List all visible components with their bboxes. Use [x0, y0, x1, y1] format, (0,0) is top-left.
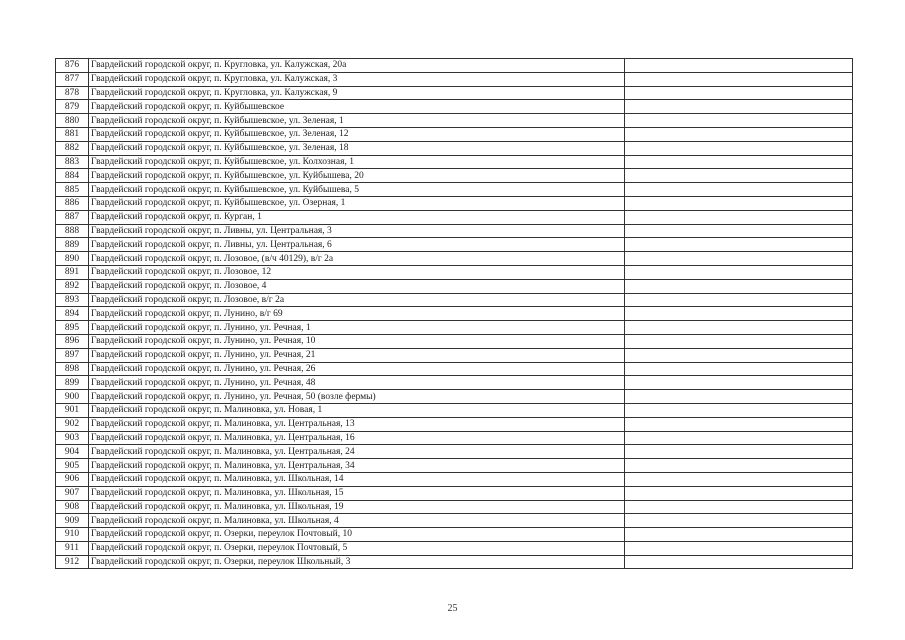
row-number-cell: 879 [56, 100, 89, 114]
row-number-cell: 896 [56, 334, 89, 348]
table-row [56, 459, 853, 473]
empty-cell [625, 210, 853, 224]
row-number-cell: 905 [56, 459, 89, 473]
table-row [56, 403, 853, 417]
address-cell: Гвардейский городской округ, п. Ливны, ул. Центральная, 3 [89, 224, 625, 238]
address-cell: Гвардейский городской округ, п. Куйбышевское, ул. Зеленая, 1 [89, 114, 625, 128]
empty-cell [625, 169, 853, 183]
empty-cell [625, 307, 853, 321]
address-cell: Гвардейский городской округ, п. Лунино, ул. Речная, 10 [89, 334, 625, 348]
empty-cell [625, 459, 853, 473]
empty-cell [625, 445, 853, 459]
table-row [56, 196, 853, 210]
empty-cell [625, 183, 853, 197]
empty-cell [625, 376, 853, 390]
table-row [56, 334, 853, 348]
address-cell: Гвардейский городской округ, п. Лунино, ул. Речная, 1 [89, 321, 625, 335]
address-cell: Гвардейский городской округ, п. Малиновка, ул. Центральная, 13 [89, 417, 625, 431]
empty-cell [625, 472, 853, 486]
address-cell: Гвардейский городской округ, п. Куйбышевское, ул. Зеленая, 12 [89, 127, 625, 141]
row-number-cell: 892 [56, 279, 89, 293]
table-row [56, 486, 853, 500]
table-row [56, 224, 853, 238]
row-number-cell: 883 [56, 155, 89, 169]
table-row [56, 141, 853, 155]
empty-cell [625, 265, 853, 279]
address-table-body [56, 59, 853, 569]
row-number-cell: 904 [56, 445, 89, 459]
row-number-cell: 882 [56, 141, 89, 155]
empty-cell [625, 72, 853, 86]
table-row [56, 127, 853, 141]
address-cell: Гвардейский городской округ, п. Малиновка, ул. Школьная, 19 [89, 500, 625, 514]
empty-cell [625, 86, 853, 100]
address-cell: Гвардейский городской округ, п. Куйбышевское [89, 100, 625, 114]
address-cell: Гвардейский городской округ, п. Лунино, ул. Речная, 26 [89, 362, 625, 376]
table-row [56, 183, 853, 197]
row-number-cell: 901 [56, 403, 89, 417]
table-row [56, 376, 853, 390]
table-row [56, 307, 853, 321]
table-row [56, 541, 853, 555]
row-number-cell: 885 [56, 183, 89, 197]
address-cell: Гвардейский городской округ, п. Кругловка, ул. Калужская, 20а [89, 59, 625, 73]
row-number-cell: 912 [56, 555, 89, 569]
address-cell: Гвардейский городской округ, п. Лозовое, 12 [89, 265, 625, 279]
address-cell: Гвардейский городской округ, п. Кругловка, ул. Калужская, 9 [89, 86, 625, 100]
row-number-cell: 876 [56, 59, 89, 73]
row-number-cell: 890 [56, 252, 89, 266]
table-row [56, 555, 853, 569]
row-number-cell: 894 [56, 307, 89, 321]
empty-cell [625, 541, 853, 555]
row-number-cell: 893 [56, 293, 89, 307]
address-cell: Гвардейский городской округ, п. Куйбышевское, ул. Куйбышева, 20 [89, 169, 625, 183]
page-number: 25 [447, 603, 458, 614]
address-cell: Гвардейский городской округ, п. Озерки, переулок Почтовый, 5 [89, 541, 625, 555]
row-number-cell: 880 [56, 114, 89, 128]
address-cell: Гвардейский городской округ, п. Лозовое, в/г 2а [89, 293, 625, 307]
address-cell: Гвардейский городской округ, п. Кругловка, ул. Калужская, 3 [89, 72, 625, 86]
row-number-cell: 887 [56, 210, 89, 224]
empty-cell [625, 500, 853, 514]
empty-cell [625, 279, 853, 293]
empty-cell [625, 224, 853, 238]
table-row [56, 362, 853, 376]
row-number-cell: 906 [56, 472, 89, 486]
row-number-cell: 900 [56, 390, 89, 404]
address-table [55, 58, 853, 569]
address-cell: Гвардейский городской округ, п. Малиновка, ул. Новая, 1 [89, 403, 625, 417]
address-cell: Гвардейский городской округ, п. Лунино, ул. Речная, 50 (возле фермы) [89, 390, 625, 404]
address-cell: Гвардейский городской округ, п. Малиновка, ул. Школьная, 14 [89, 472, 625, 486]
table-row [56, 155, 853, 169]
empty-cell [625, 59, 853, 73]
empty-cell [625, 141, 853, 155]
row-number-cell: 899 [56, 376, 89, 390]
row-number-cell: 891 [56, 265, 89, 279]
table-row [56, 100, 853, 114]
address-cell: Гвардейский городской округ, п. Малиновка, ул. Школьная, 4 [89, 514, 625, 528]
row-number-cell: 888 [56, 224, 89, 238]
address-cell: Гвардейский городской округ, п. Озерки, переулок Школьный, 3 [89, 555, 625, 569]
empty-cell [625, 334, 853, 348]
row-number-cell: 911 [56, 541, 89, 555]
row-number-cell: 902 [56, 417, 89, 431]
table-row [56, 472, 853, 486]
address-cell: Гвардейский городской округ, п. Куйбышевское, ул. Куйбышева, 5 [89, 183, 625, 197]
row-number-cell: 895 [56, 321, 89, 335]
address-cell: Гвардейский городской округ, п. Озерки, переулок Почтовый, 10 [89, 528, 625, 542]
row-number-cell: 908 [56, 500, 89, 514]
table-row [56, 238, 853, 252]
row-number-cell: 897 [56, 348, 89, 362]
table-row [56, 169, 853, 183]
address-cell: Гвардейский городской округ, п. Лунино, в/г 69 [89, 307, 625, 321]
row-number-cell: 884 [56, 169, 89, 183]
empty-cell [625, 486, 853, 500]
address-cell: Гвардейский городской округ, п. Малиновка, ул. Центральная, 16 [89, 431, 625, 445]
row-number-cell: 907 [56, 486, 89, 500]
address-cell: Гвардейский городской округ, п. Куйбышевское, ул. Озерная, 1 [89, 196, 625, 210]
row-number-cell: 909 [56, 514, 89, 528]
address-cell: Гвардейский городской округ, п. Куйбышевское, ул. Зеленая, 18 [89, 141, 625, 155]
empty-cell [625, 321, 853, 335]
empty-cell [625, 390, 853, 404]
table-row [56, 528, 853, 542]
empty-cell [625, 196, 853, 210]
table-row [56, 114, 853, 128]
row-number-cell: 881 [56, 127, 89, 141]
address-cell: Гвардейский городской округ, п. Лунино, ул. Речная, 21 [89, 348, 625, 362]
table-row [56, 431, 853, 445]
table-row [56, 417, 853, 431]
empty-cell [625, 155, 853, 169]
table-row [56, 210, 853, 224]
empty-cell [625, 362, 853, 376]
empty-cell [625, 348, 853, 362]
address-cell: Гвардейский городской округ, п. Ливны, ул. Центральная, 6 [89, 238, 625, 252]
table-row [56, 293, 853, 307]
table-row [56, 514, 853, 528]
table-row [56, 86, 853, 100]
table-row [56, 265, 853, 279]
empty-cell [625, 555, 853, 569]
empty-cell [625, 528, 853, 542]
row-number-cell: 889 [56, 238, 89, 252]
row-number-cell: 898 [56, 362, 89, 376]
row-number-cell: 878 [56, 86, 89, 100]
table-row [56, 252, 853, 266]
empty-cell [625, 114, 853, 128]
address-cell: Гвардейский городской округ, п. Куйбышевское, ул. Колхозная, 1 [89, 155, 625, 169]
row-number-cell: 877 [56, 72, 89, 86]
address-cell: Гвардейский городской округ, п. Малиновка, ул. Центральная, 24 [89, 445, 625, 459]
empty-cell [625, 403, 853, 417]
table-row [56, 500, 853, 514]
empty-cell [625, 252, 853, 266]
empty-cell [625, 514, 853, 528]
address-cell: Гвардейский городской округ, п. Лунино, ул. Речная, 48 [89, 376, 625, 390]
address-cell: Гвардейский городской округ, п. Курган, 1 [89, 210, 625, 224]
row-number-cell: 903 [56, 431, 89, 445]
empty-cell [625, 238, 853, 252]
address-cell: Гвардейский городской округ, п. Малиновка, ул. Центральная, 34 [89, 459, 625, 473]
empty-cell [625, 127, 853, 141]
table-row [56, 390, 853, 404]
empty-cell [625, 100, 853, 114]
row-number-cell: 910 [56, 528, 89, 542]
empty-cell [625, 431, 853, 445]
table-row [56, 59, 853, 73]
row-number-cell: 886 [56, 196, 89, 210]
address-cell: Гвардейский городской округ, п. Малиновка, ул. Школьная, 15 [89, 486, 625, 500]
table-row [56, 279, 853, 293]
empty-cell [625, 293, 853, 307]
table-row [56, 445, 853, 459]
table-row [56, 321, 853, 335]
address-cell: Гвардейский городской округ, п. Лозовое, 4 [89, 279, 625, 293]
table-row [56, 72, 853, 86]
address-cell: Гвардейский городской округ, п. Лозовое, (в/ч 40129), в/г 2а [89, 252, 625, 266]
empty-cell [625, 417, 853, 431]
table-row [56, 348, 853, 362]
